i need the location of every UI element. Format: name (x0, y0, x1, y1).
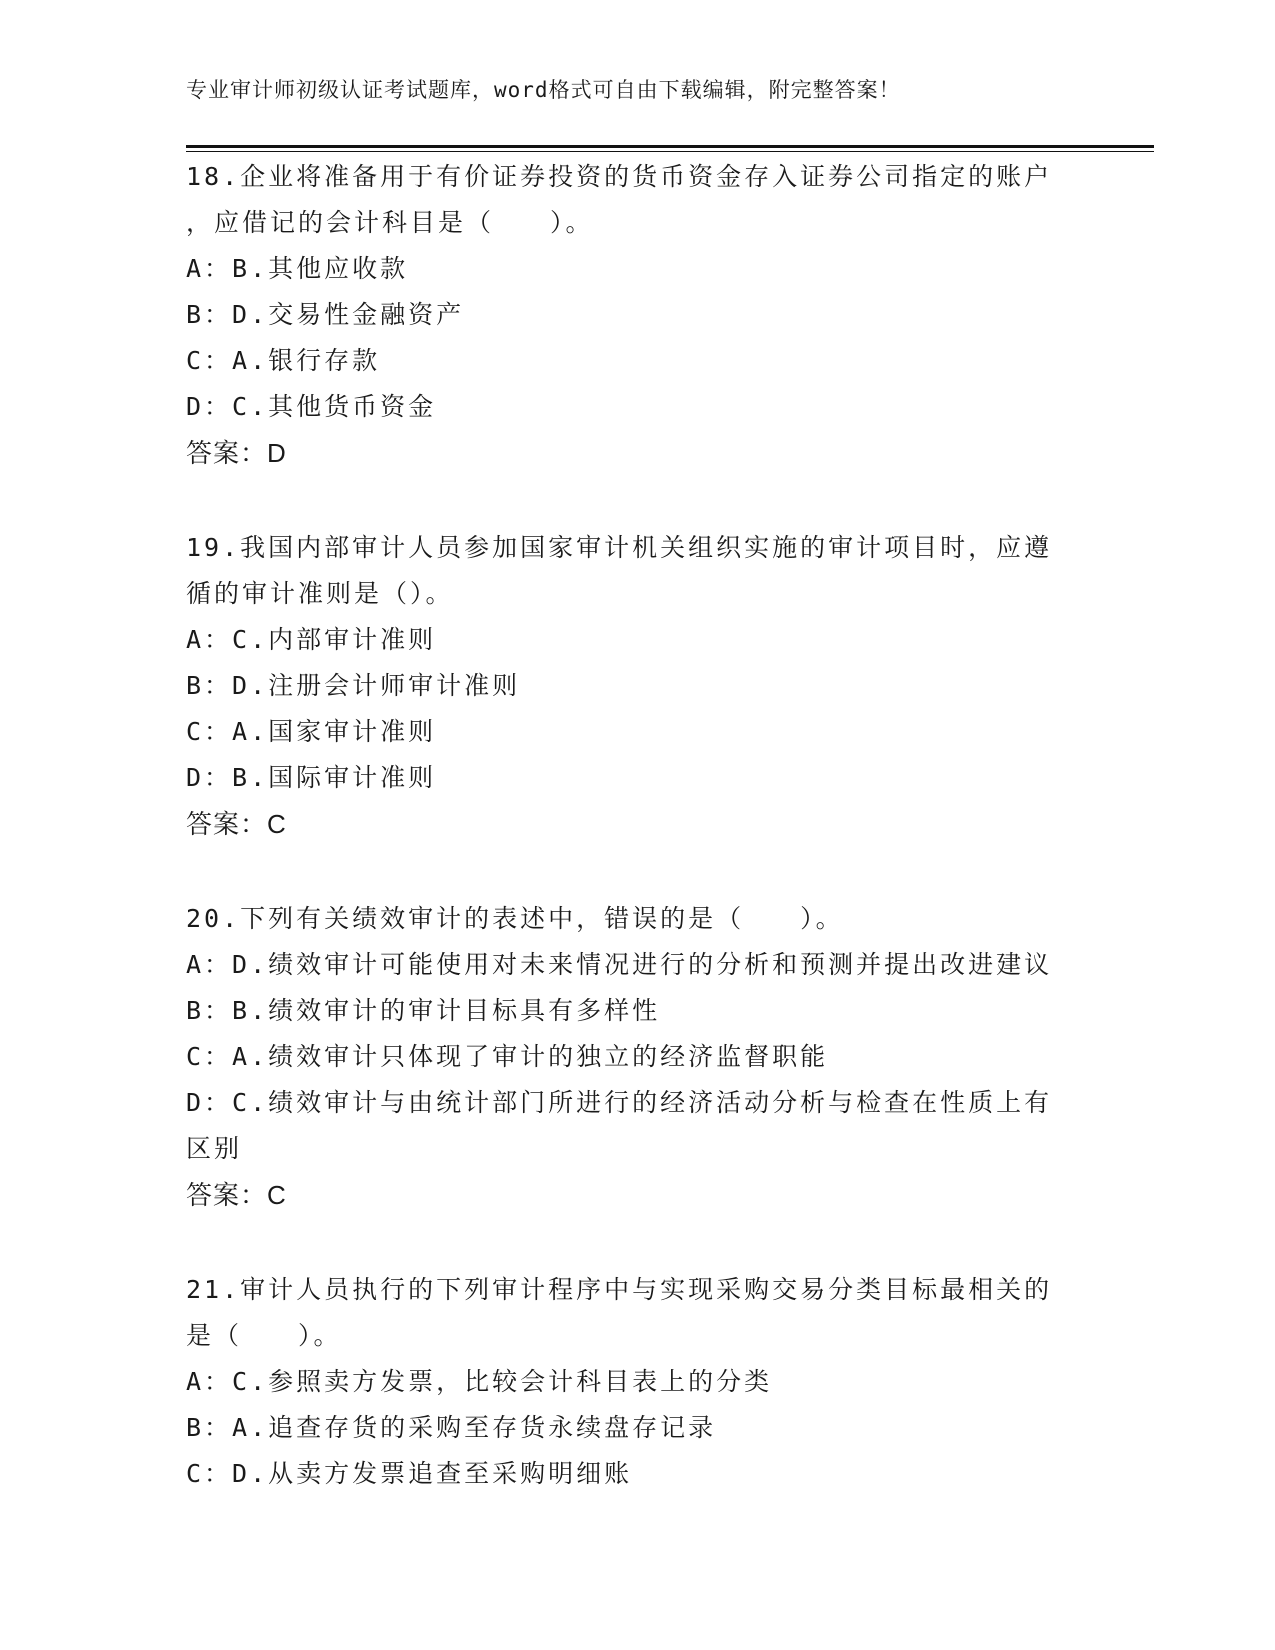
question-stem-line: 20.下列有关绩效审计的表述中，错误的是（ ）。 (186, 904, 844, 933)
answer-line: 答案：D (186, 438, 287, 468)
question-19 (186, 525, 1086, 847)
option-c: C：A.绩效审计只体现了审计的独立的经济监督职能 (186, 1042, 829, 1071)
question-stem-line: 21.审计人员执行的下列审计程序中与实现采购交易分类目标最相关的 (186, 1275, 1053, 1304)
option-d: D：B.国际审计准则 (186, 763, 437, 792)
option-b: B：B.绩效审计的审计目标具有多样性 (186, 996, 661, 1025)
option-d: D：C.绩效审计与由统计部门所进行的经济活动分析与检查在性质上有 (186, 1088, 1053, 1117)
answer-line: 答案：C (186, 809, 287, 839)
question-20 (186, 896, 1086, 1218)
page-header: 专业审计师初级认证考试题库，word格式可自由下载编辑，附完整答案！ (186, 78, 901, 102)
answer-line: 答案：C (186, 1180, 287, 1210)
option-c: C：A.银行存款 (186, 346, 381, 375)
question-stem-line: 是（ ）。 (186, 1321, 342, 1350)
question-stem-line: 循的审计准则是（）。 (186, 579, 454, 608)
option-d: D：C.其他货币资金 (186, 392, 437, 421)
question-18 (186, 154, 1086, 476)
option-b: B：A.追查存货的采购至存货永续盘存记录 (186, 1413, 717, 1442)
option-b: B：D.交易性金融资产 (186, 300, 465, 329)
option-b: B：D.注册会计师审计准则 (186, 671, 521, 700)
option-a: A：C.内部审计准则 (186, 625, 437, 654)
option-a: A：D.绩效审计可能使用对未来情况进行的分析和预测并提出改进建议 (186, 950, 1053, 979)
question-21 (186, 1267, 1086, 1497)
question-stem-line: 19.我国内部审计人员参加国家审计机关组织实施的审计项目时，应遵 (186, 533, 1053, 562)
question-stem-line: ，应借记的会计科目是（ ）。 (186, 208, 594, 237)
option-c: C：A.国家审计准则 (186, 717, 437, 746)
option-a: A：B.其他应收款 (186, 254, 409, 283)
header-rule-thick (186, 145, 1154, 148)
question-list (186, 154, 1086, 1546)
option-d-continuation: 区别 (186, 1134, 243, 1163)
option-c: C：D.从卖方发票追查至采购明细账 (186, 1459, 633, 1488)
header-rule-thin (186, 151, 1154, 152)
option-a: A：C.参照卖方发票，比较会计科目表上的分类 (186, 1367, 773, 1396)
question-stem-line: 18.企业将准备用于有价证券投资的货币资金存入证券公司指定的账户 (186, 162, 1053, 191)
